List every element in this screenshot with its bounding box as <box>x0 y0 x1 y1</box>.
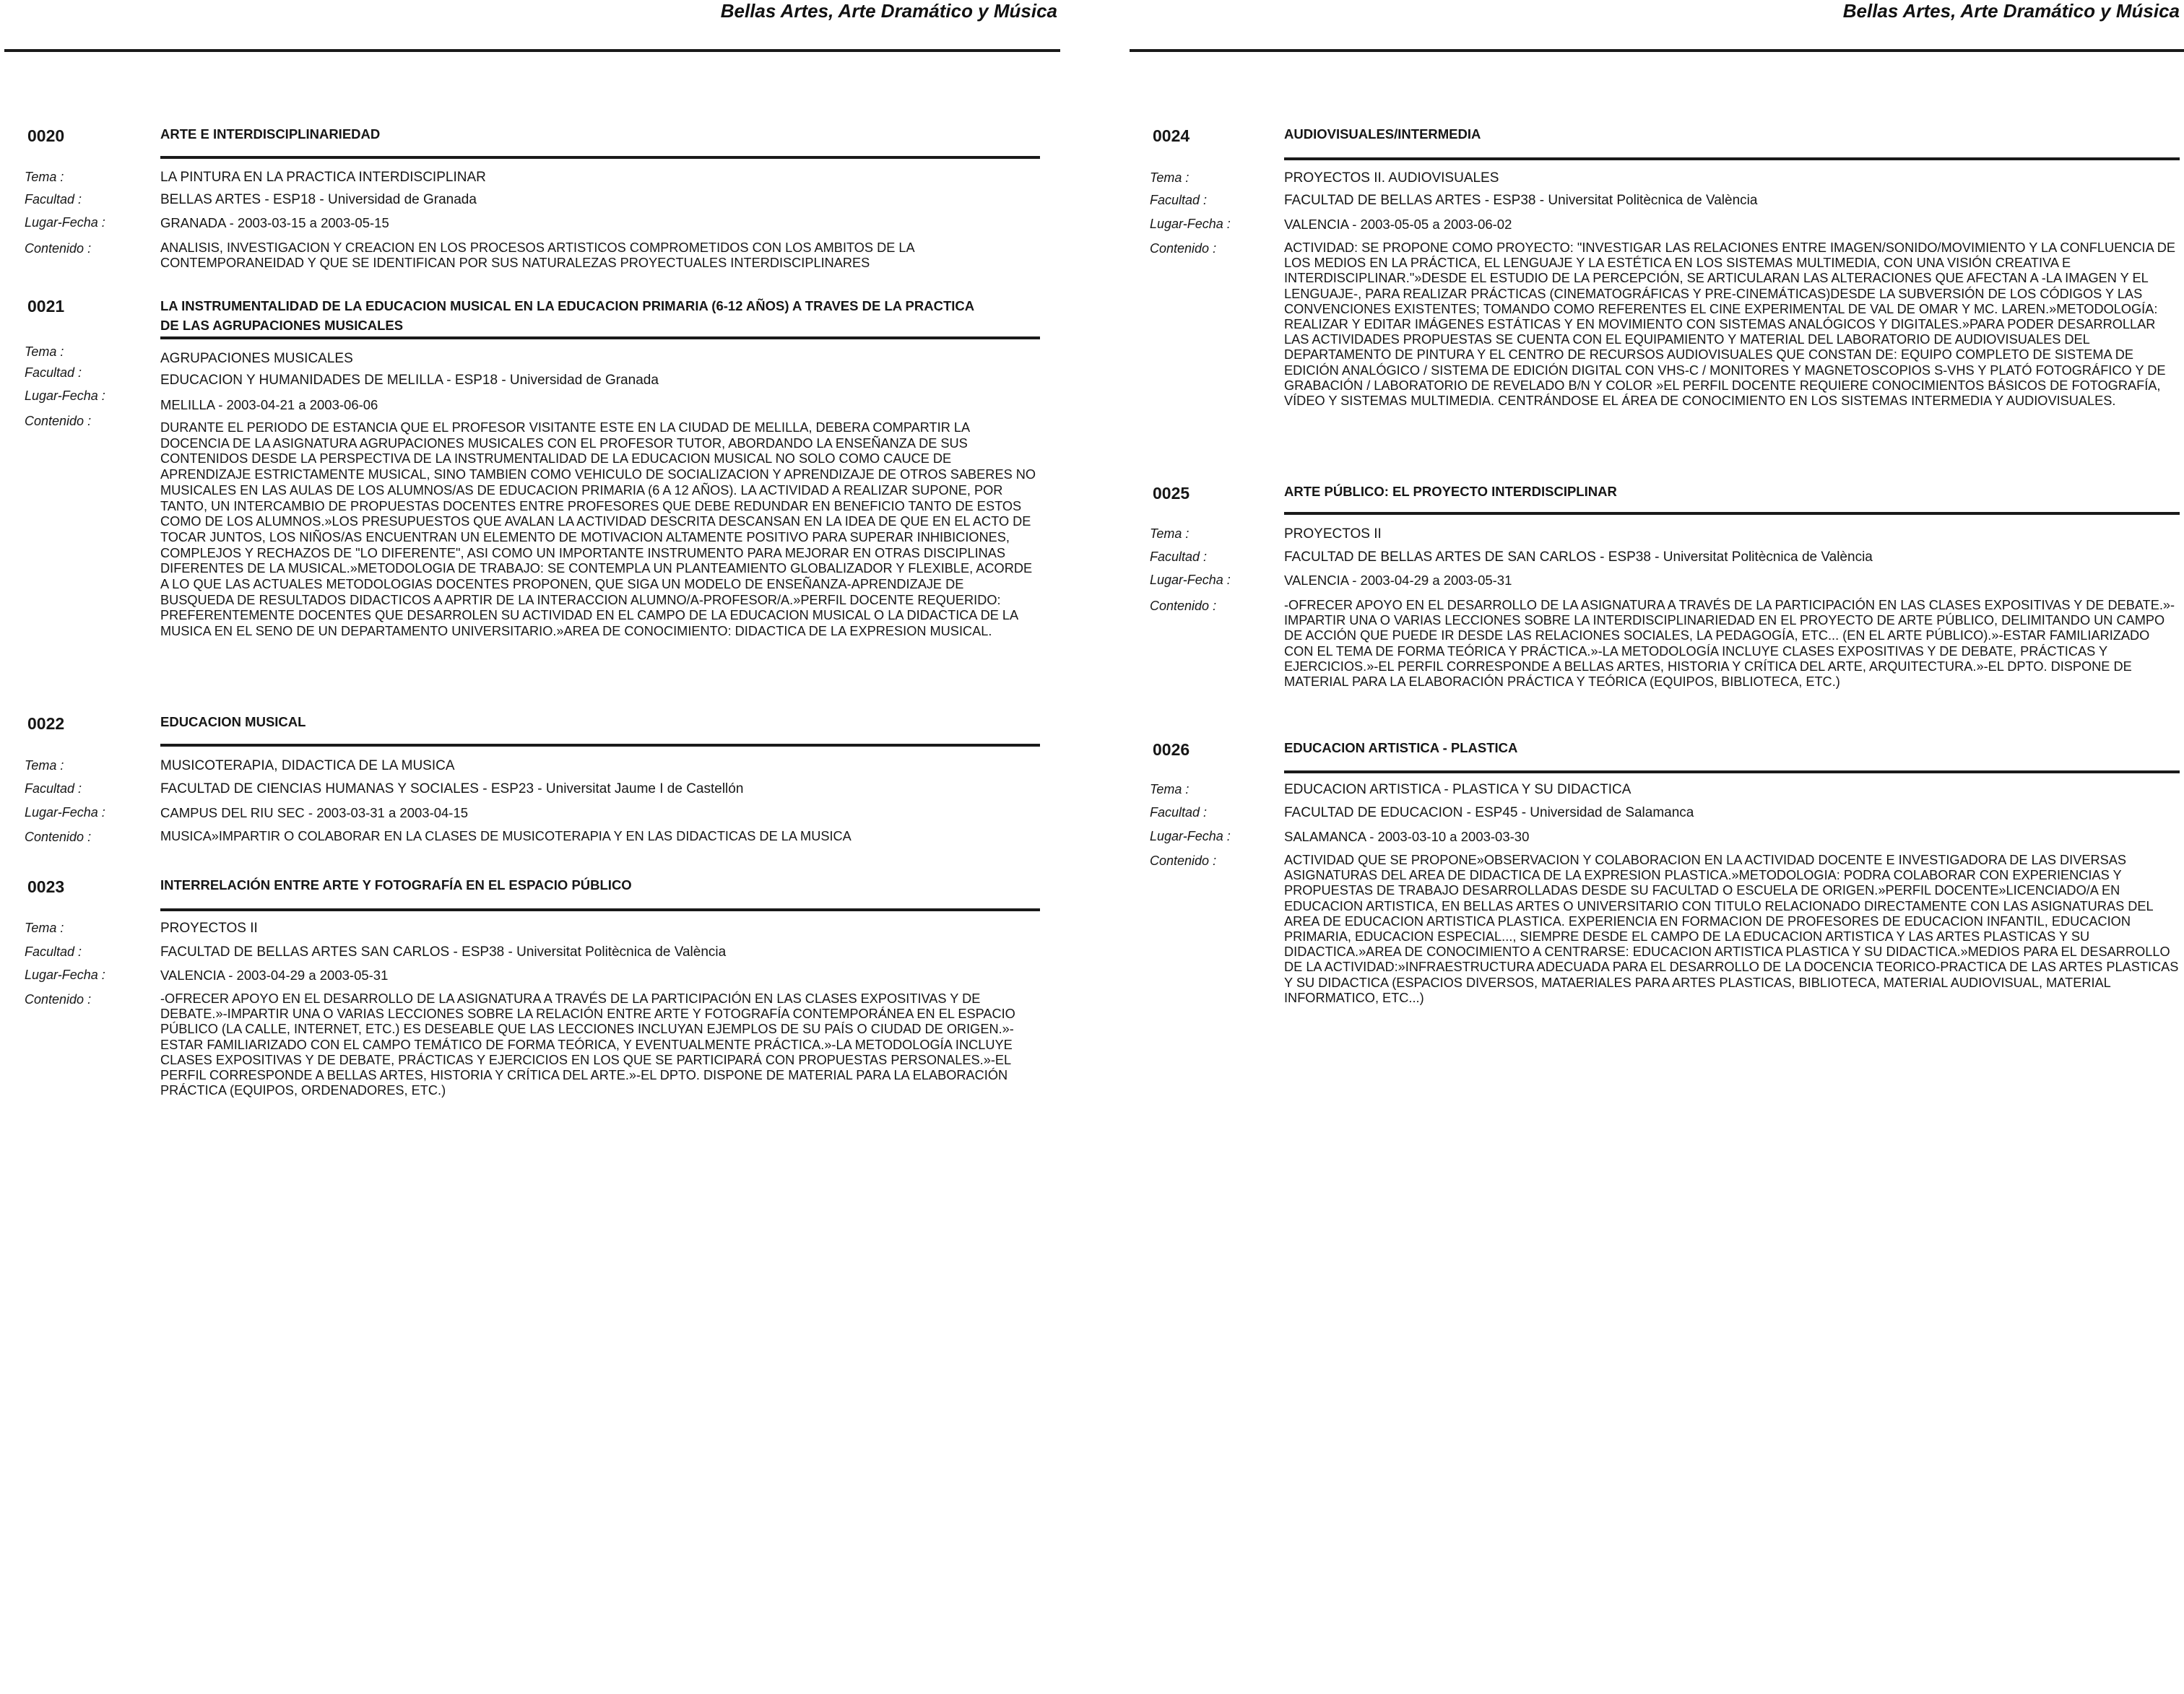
facultad-label: Facultad : <box>1150 805 1208 820</box>
entry-number: 0020 <box>27 126 65 145</box>
facultad-value: FACULTAD DE EDUCACION - ESP45 - Universidad de Salamanca <box>1284 805 1694 820</box>
tema-label: Tema : <box>1150 782 1190 796</box>
contenido-value: DURANTE EL PERIODO DE ESTANCIA QUE EL PROFESOR VISITANTE ESTE EN LA CIUDAD DE MELILLA, DEBERA COMPARTIR LA DOCENCIA DE LA ASIGNATURA AGRUPACIONES MUSICALES CON EL PROFESOR TUTOR, ABORDANDO LA ENSEÑANZA DE SUS CONTENIDOS DESDE LA PERSPECTIVA DE LA INSTRUMENTALIDAD DE LA EDUCACION MUSICAL NO SOLO COMO CAUCE DE APRENDIZAJE ESTRICTAMENTE MUSICAL, SINO TAMBIEN COMO VEHICULO DE SOCIALIZACION Y APRENDIZAJE DE OTROS SABERES NO MUSICALES EN LAS AULAS DE LOS ALUMNOS/AS DE EDUCACION PRIMARIA (6 A 12 AÑOS). LA ACTIVIDAD A REALIZAR SUPONE, POR TANTO, UN INTERCAMBIO DE PROPUESTAS DOCENTES ENTRE PROFESORES QUE DEBE REDUNDAR EN BENEFICIO TANTO DE ESTOS COMO DE LOS ALUMNOS.»LOS PRESUPUESTOS QUE AVALAN LA ACTIVIDAD DESCRITA DESCANSAN EN LA IDEA DE QUE EN EL ACTO DE TOCAR JUNTOS, LOS NIÑOS/AS ENCUENTRAN UN ELEMENTO DE MOTIVACION ALTAMENTE POSITIVO PARA SUPERAR INHIBICIONES, COMPLEJOS Y RECHAZOS DE "LO DIFERENTE", ASI COMO UN IMPORTANTE INSTRUMENTO PARA MEJORAR EN OTRAS DISCIPLINAS DIFERENTES DE LA MUSICAL.»METODOLOGIA DE TRABAJO: SE CONTEMPLA UN PLANTEAMIENTO GLOBALIZADOR Y FLEXIBLE, ACORDE A LO QUE LAS ACTUALES METODOLOGIAS DOCENTES PROPONEN, QUE SIGA UN MODELO DE ENSEÑANZA-APRENDIZAJE DE BUSQUEDA DE RESULTADOS DIDACTICOS A APRTIR DE LA INTERACCION ALUMNO/A-PROFESOR/A.»PERFIL DOCENTE REQUERIDO: PREFERENTEMENTE DOCENTES QUE DESARROLEN SU ACTIVIDAD EN EL CAMPO DE LA EDUCACION MUSICAL O LA DIDACTICA DE LA MUSICA EN EL SENO DE UN DEPARTAMENTO UNIVERSITARIO.»AREA DE CONOCIMIENTO: DIDACTICA DE LA EXPRESION MUSICAL. <box>160 420 1036 639</box>
tema-value: AGRUPACIONES MUSICALES <box>160 351 353 366</box>
lugar-fecha-value: VALENCIA - 2003-04-29 a 2003-05-31 <box>1284 573 1512 588</box>
entry-title: EDUCACION ARTISTICA - PLASTICA <box>1284 740 1518 755</box>
lugar-fecha-label: Lugar-Fecha : <box>25 388 105 403</box>
tema-value: MUSICOTERAPIA, DIDACTICA DE LA MUSICA <box>160 758 455 773</box>
tema-value: PROYECTOS II. AUDIOVISUALES <box>1284 170 1499 186</box>
contenido-value: ANALISIS, INVESTIGACION Y CREACION EN LOS PROCESOS ARTISTICOS COMPROMETIDOS CON LOS AMBITOS DE LA CONTEMPORANEIDAD Y QUE SE IDENTIFICAN POR SUS NATURALEZAS PROYECTUALES INTERDISCIPLINARES <box>160 240 914 271</box>
title-rule <box>1284 770 2180 773</box>
title-rule <box>160 156 1040 159</box>
tema-value: LA PINTURA EN LA PRACTICA INTERDISCIPLINAR <box>160 170 486 185</box>
facultad-value: FACULTAD DE BELLAS ARTES DE SAN CARLOS - ESP38 - Universitat Politècnica de València <box>1284 550 1873 565</box>
title-rule <box>1284 157 2180 160</box>
lugar-fecha-label: Lugar-Fecha : <box>25 968 105 982</box>
facultad-label: Facultad : <box>1150 193 1208 207</box>
title-rule <box>160 908 1040 911</box>
entry-title: INTERRELACIÓN ENTRE ARTE Y FOTOGRAFÍA EN EL ESPACIO PÚBLICO <box>160 877 632 892</box>
entry-number: 0022 <box>27 714 65 733</box>
contenido-value: -OFRECER APOYO EN EL DESARROLLO DE LA ASIGNATURA A TRAVÉS DE LA PARTICIPACIÓN EN LAS CLASES EXPOSITIVAS Y DE DEBATE.»-IMPARTIR UNA O VARIAS LECCIONES SOBRE LA RELACIÓN ENTRE ARTE Y FOTOGRAFÍA CONTEMPORÁNEA EN EL ESPACIO PÚBLICO (LA CALLE, INTERNET, ETC.) ES DESEABLE QUE LAS LECCIONES INCLUYAN EJEMPLOS DE SU PAÍS O CIUDAD DE ORIGEN.»-ESTAR FAMILIARIZADO CON EL CAMPO TEMÁTICO DE FORMA TEÓRICA, Y EVENTUALMENTE PRÁCTICA.»-LA METODOLOGÍA INCLUYE CLASES EXPOSITIVAS Y DE DEBATE, PRÁCTICAS Y EJERCICIOS EN LOS QUE SE PARTICIPARÁ CON PROPUESTAS PERSONALES.»-EL PERFIL CORRESPONDE A BELLAS ARTES, HISTORIA Y CRÍTICA DEL ARTE.»-EL DPTO. DISPONE DE MATERIAL PARA LA ELABORACIÓN PRÁCTICA (EQUIPOS, ORDENADORES, ETC.) <box>160 991 1015 1098</box>
contenido-value: MUSICA»IMPARTIR O COLABORAR EN LA CLASES DE MUSICOTERAPIA Y EN LAS DIDACTICAS DE LA MUSICA <box>160 829 852 843</box>
header-rule <box>4 49 1060 52</box>
contenido-label: Contenido : <box>1150 599 1217 613</box>
entry-number: 0021 <box>27 297 65 316</box>
contenido-label: Contenido : <box>1150 241 1217 256</box>
entry-number: 0025 <box>1153 484 1190 503</box>
tema-label: Tema : <box>1150 526 1190 541</box>
contenido-value: ACTIVIDAD QUE SE PROPONE»OBSERVACION Y COLABORACION EN LA ACTIVIDAD DOCENTE E INVESTIGADORA DE LAS DIVERSAS ASIGNATURAS DEL AREA DE DIDACTICA DE LA EXPRESION PLASTICA.»METODOLOGIA: PODRA COLABORAR CON EXPERIENCIAS Y PROPUESTAS DE TRABAJO DESARROLLADAS DESDE SU FACULTAD O ESCUELA DE ORIGEN.»PERFIL DOCENTE»LICENCIADO/A EN EDUCACION ARTISTICA, EN BELLAS ARTES O UNIVERSITARIO CON TITULO RELACIONADO DIRECTAMENTE CON LAS ASIGNATURAS DEL AREA DE EDUCACION ARTISTICA PLASTICA. EXPERIENCIA EN FORMACION DE PROFESORES DE EDUCACION INFANTIL, EDUCACION PRIMARIA, EDUCACION ESPECIAL..., SIEMPRE DESDE EL CAMPO DE LA EDUCACION ARTISTICA Y LAS ARTES PLASTICAS Y SU DIDACTICA.»AREA DE CONOCIMIENTO A CENTRARSE: EDUCACION ARTISTICA PLASTICA Y SU DIDACTICA.»MEDIOS PARA EL DESARROLLO DE LA ACTIVIDAD:»INFRAESTRUCTURA ADECUADA PARA EL DESARROLLO DE LA DOCENCIA TEORICO-PRACTICA DE LAS ARTES PLASTICAS Y SU DIDACTICA (ESPACIOS DIVERSOS, MATAERIALES PARA ARTES PLASTICAS, BIBLIOTECA, MATERIAL AUDIOVISUAL, MATERIAL INFORMATICO, ETC...) <box>1284 853 2179 1005</box>
contenido-label: Contenido : <box>25 241 92 256</box>
contenido-label: Contenido : <box>25 830 92 844</box>
lugar-fecha-value: VALENCIA - 2003-05-05 a 2003-06-02 <box>1284 217 1512 232</box>
facultad-label: Facultad : <box>25 192 82 207</box>
tema-label: Tema : <box>25 170 64 184</box>
tema-label: Tema : <box>25 921 64 935</box>
title-rule <box>160 336 1040 339</box>
facultad-value: BELLAS ARTES - ESP18 - Universidad de Granada <box>160 192 477 207</box>
entry-title: ARTE PÚBLICO: EL PROYECTO INTERDISCIPLINAR <box>1284 484 1617 499</box>
header-rule <box>1130 49 2184 52</box>
tema-value: PROYECTOS II <box>1284 526 1382 542</box>
contenido-value: -OFRECER APOYO EN EL DESARROLLO DE LA ASIGNATURA A TRAVÉS DE LA PARTICIPACIÓN EN LAS CLASES EXPOSITIVAS Y DE DEBATE.»-IMPARTIR UNA O VARIAS LECCIONES SOBRE LA INTERDISCIPLINARIEDAD EN EL PROYECTO DE ARTE PÚBLICO, DELIMITANDO UN CAMPO DE ACCIÓN QUE PUEDE IR DESDE LAS RELACIONES SOCIALES, LA PEDAGOGÍA, ETC... (EN EL ARTE PÚBLICO).»-ESTAR FAMILIARIZADO CON EL TEMA DE FORMA TEÓRICA Y PRÁCTICA.»-LA METODOLOGÍA INCLUYE CLASES EXPOSITIVAS Y DE DEBATE, PRÁCTICAS Y EJERCICIOS.»-EL PERFIL CORRESPONDE A BELLAS ARTES, HISTORIA Y CRÍTICA DEL ARTE, ARQUITECTURA.»-EL DPTO. DISPONE DE MATERIAL PARA LA ELABORACIÓN PRÁCTICA Y TEÓRICA (EQUIPOS, BIBLIOTECA, ETC.) <box>1284 598 2175 690</box>
facultad-label: Facultad : <box>25 365 82 380</box>
facultad-value: FACULTAD DE BELLAS ARTES - ESP38 - Universitat Politècnica de València <box>1284 193 1758 208</box>
facultad-value: FACULTAD DE BELLAS ARTES SAN CARLOS - ESP38 - Universitat Politècnica de València <box>160 944 727 960</box>
title-rule <box>160 744 1040 747</box>
entry-number: 0023 <box>27 877 65 896</box>
lugar-fecha-value: CAMPUS DEL RIU SEC - 2003-03-31 a 2003-04-15 <box>160 805 469 820</box>
tema-value: PROYECTOS II <box>160 921 258 936</box>
contenido-label: Contenido : <box>1150 853 1217 868</box>
tema-label: Tema : <box>25 344 64 359</box>
lugar-fecha-value: MELILLA - 2003-04-21 a 2003-06-06 <box>160 397 378 412</box>
entry-title: EDUCACION MUSICAL <box>160 714 306 729</box>
tema-label: Tema : <box>25 758 64 773</box>
facultad-label: Facultad : <box>25 944 82 959</box>
tema-value: EDUCACION ARTISTICA - PLASTICA Y SU DIDACTICA <box>1284 782 1632 797</box>
entry-title: ARTE E INTERDISCIPLINARIEDAD <box>160 126 381 142</box>
lugar-fecha-label: Lugar-Fecha : <box>1150 217 1231 231</box>
lugar-fecha-label: Lugar-Fecha : <box>1150 573 1231 587</box>
entry-title: AUDIOVISUALES/INTERMEDIA <box>1284 126 1481 142</box>
facultad-label: Facultad : <box>25 781 82 796</box>
lugar-fecha-label: Lugar-Fecha : <box>25 215 105 230</box>
facultad-value: FACULTAD DE CIENCIAS HUMANAS Y SOCIALES - ESP23 - Universitat Jaume I de Castellón <box>160 781 744 796</box>
contenido-value: ACTIVIDAD: SE PROPONE COMO PROYECTO: "INVESTIGAR LAS RELACIONES ENTRE IMAGEN/SONIDO/MOVIMIENTO Y LA CONFLUENCIA DE LOS MEDIOS EN LA PRÁCTICA, EL LENGUAJE Y LA ESTÉTICA EN LOS SISTEMAS MULTIMEDIA, CON UNA VISIÓN CREATIVA E INTERDISCIPLINAR."»DESDE EL ESTUDIO DE LA PERCEPCIÓN, SE ARTICULARAN LAS ALTERACIONES QUE AFECTAN A -LA IMAGEN Y EL LENGUAJE-, PARA REALIZAR PRÁCTICAS (CINEMATOGRÁFICAS Y PRE-CINEMÁTICAS)DESDE LA SUBVERSIÓN DE LOS CÓDIGOS Y LAS CONVENCIONES EXISTENTES; TOMANDO COMO REFERENTES EL CINE EXPERIMENTAL DE VAL DE OMAR Y MC. LAREN.»METODOLOGÍA: REALIZAR Y EDITAR IMÁGENES ESTÁTICAS Y EN MOVIMIENTO CON SISTEMAS ANALÓGICOS Y DIGITALES.»PARA PODER DESARROLLAR LAS ACTIVIDADES PROPUESTAS SE CUENTA CON EL EQUIPAMIENTO Y MATERIAL DEL LABORATORIO DE AUDIOVISUALES DEL DEPARTAMENTO DE PINTURA Y EL CENTRO DE RECURSOS AUDIOVISUALES QUE CONSTAN DE: EQUIPO COMPLETO DE SISTEMA DE EDICIÓN ANALÓGICO / SISTEMA DE EDICIÓN DIGITAL CON VHS-C / MONITORES Y MAGNETOSCOPIOS S-VHS Y PLATÓ FOTOGRÁFICO Y DE GRABACIÓN / LABORATORIO DE REVELADO B/N Y COLOR »EL PERFIL DOCENTE REQUIERE CONOCIMIENTOS BÁSICOS DE FOTOGRAFÍA, VÍDEO Y SISTEMAS MULTIMEDIA. CENTRÁNDOSE EL ÁREA DE CONOCIMIENTO EN LOS SISTEMAS INTERMEDIA Y AUDIOVISUALES. <box>1284 240 2176 409</box>
lugar-fecha-label: Lugar-Fecha : <box>1150 829 1231 843</box>
tema-label: Tema : <box>1150 170 1190 185</box>
running-head: Bellas Artes, Arte Dramático y Música <box>1842 0 2180 22</box>
right-page <box>1092 0 2184 1694</box>
lugar-fecha-label: Lugar-Fecha : <box>25 805 105 820</box>
contenido-label: Contenido : <box>25 414 92 428</box>
entry-number: 0024 <box>1153 126 1190 145</box>
facultad-label: Facultad : <box>1150 550 1208 564</box>
lugar-fecha-value: GRANADA - 2003-03-15 a 2003-05-15 <box>160 215 389 230</box>
lugar-fecha-value: SALAMANCA - 2003-03-10 a 2003-03-30 <box>1284 829 1530 844</box>
entry-title: LA INSTRUMENTALIDAD DE LA EDUCACION MUSICAL EN LA EDUCACION PRIMARIA (6-12 AÑOS) A TRAVES DE LA PRACTICA DE LAS AGRUPACIONES MUSICALES <box>160 298 974 333</box>
title-rule <box>1284 512 2180 515</box>
facultad-value: EDUCACION Y HUMANIDADES DE MELILLA - ESP18 - Universidad de Granada <box>160 373 659 388</box>
running-head: Bellas Artes, Arte Dramático y Música <box>720 0 1057 22</box>
entry-number: 0026 <box>1153 740 1190 759</box>
contenido-label: Contenido : <box>25 992 92 1007</box>
lugar-fecha-value: VALENCIA - 2003-04-29 a 2003-05-31 <box>160 968 389 983</box>
